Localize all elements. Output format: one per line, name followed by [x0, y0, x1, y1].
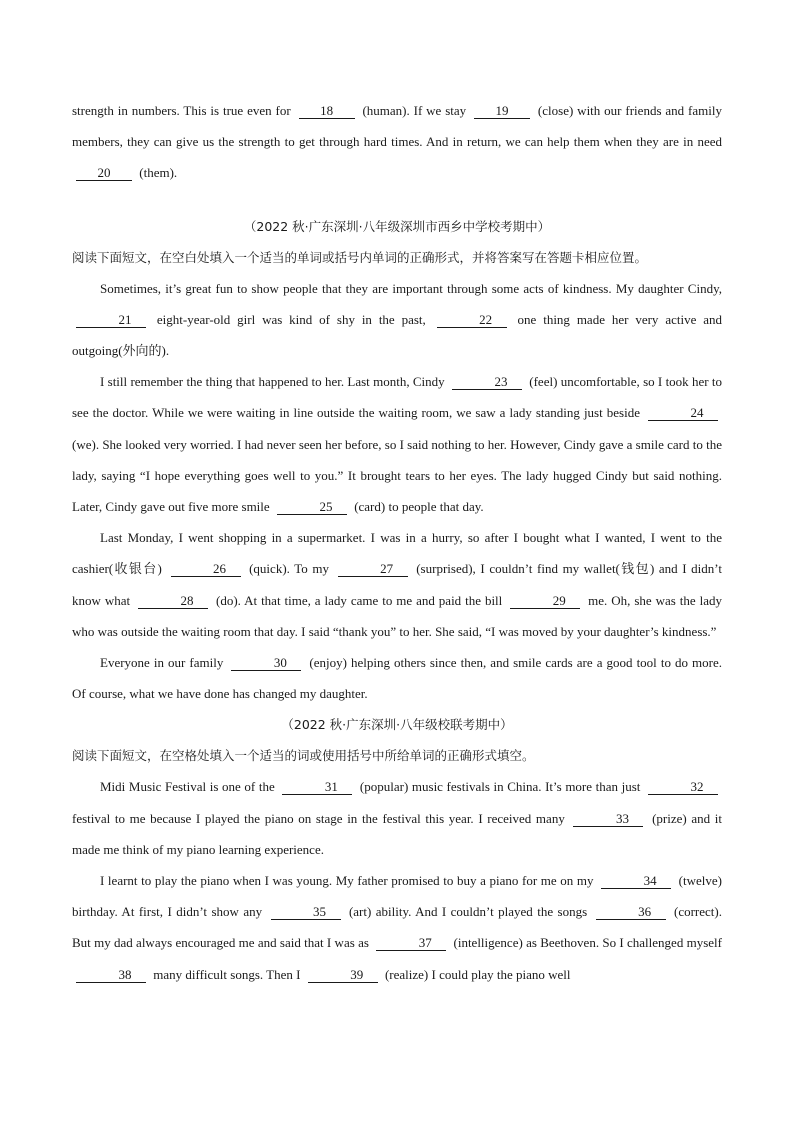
answer-blank-36[interactable]: 36 — [596, 905, 666, 920]
answer-blank-37[interactable]: 37 — [376, 936, 446, 951]
answer-blank-35[interactable]: 35 — [271, 905, 341, 920]
answer-blank-27[interactable]: 27 — [338, 562, 408, 577]
worksheet-page — [72, 95, 722, 990]
section-instruction: 阅读下面短文，在空格处填入一个适当的词或使用括号中所给单词的正确形式填空。 — [72, 748, 535, 764]
answer-blank-20[interactable]: 20 — [76, 166, 132, 181]
answer-blank-30[interactable]: 30 — [231, 656, 301, 671]
answer-blank-19[interactable]: 19 — [474, 104, 530, 119]
passage-text: (them). — [136, 165, 178, 181]
passage-text: (intelligence) as Beethoven. So I challenged myself — [450, 935, 722, 951]
passage-text: (prize) and it made me think of my piano learning experience. — [72, 810, 722, 857]
passage-text: (twelve) birthday. At first, I didn’t show any — [72, 873, 722, 920]
passage-text: (popular) music festivals in China. It’s more than just — [356, 779, 644, 795]
passage-text: (realize) I could play the piano well — [381, 966, 571, 982]
passage-text: me. Oh, she was the lady who was outside the waiting room that day. I said “thank you” to her. She said, “I was moved by your daughter’s kindness.” — [72, 592, 722, 639]
passage-text: strength in numbers. This is true even for — [72, 103, 295, 118]
passage-paragraph — [72, 95, 722, 189]
passage-text: one thing made her very active and outgoing(外向的). — [72, 311, 723, 359]
passage-text: (close) with our friends and family members, they can give us the strength to get through hard times. And in return, we can help them when they are in need — [72, 103, 722, 150]
section-source: （2022 秋·广东深圳·八年级深圳市西乡中学校考期中） — [243, 218, 551, 234]
passage-text: (art) ability. And I couldn’t played the songs — [344, 904, 592, 920]
passage-paragraph — [72, 771, 722, 865]
passage-text: I learnt to play the piano when I was young. My father promised to buy a piano for me on my — [100, 873, 598, 889]
section-gap — [72, 189, 722, 211]
answer-blank-21[interactable]: 21 — [76, 313, 146, 328]
passage-text: Everyone in our family — [100, 655, 228, 671]
passage-text: (enjoy) helping others since then, and smile cards are a good tool to do more. Of course, what we have done has changed my daughter. — [72, 655, 722, 702]
passage-text: (correct). But my dad always encouraged me and said that I was as — [72, 904, 722, 951]
answer-blank-25[interactable]: 25 — [277, 500, 347, 515]
answer-blank-22[interactable]: 22 — [437, 313, 507, 328]
passage-body — [72, 273, 722, 710]
answer-blank-31[interactable]: 31 — [282, 780, 352, 795]
passage-paragraph — [72, 647, 722, 709]
passage-paragraph — [72, 865, 722, 990]
answer-blank-34[interactable]: 34 — [601, 874, 671, 889]
answer-blank-33[interactable]: 33 — [573, 812, 643, 827]
passage-text: Sometimes, it’s great fun to show people that they are important through some acts of kindness. My daughter Cindy, — [100, 280, 722, 296]
passage-text: Midi Music Festival is one of the — [100, 779, 279, 795]
section-source: （2022 秋·广东深圳·八年级校联考期中） — [281, 717, 513, 733]
passage-text: many difficult songs. Then I — [150, 966, 304, 982]
answer-blank-29[interactable]: 29 — [510, 594, 580, 609]
passage-paragraph — [72, 273, 722, 367]
answer-blank-28[interactable]: 28 — [138, 594, 208, 609]
section-instruction: 阅读下面短文，在空白处填入一个适当的单词或括号内单词的正确形式，并将答案写在答题卡相应位置。 — [72, 249, 648, 265]
answer-blank-39[interactable]: 39 — [308, 968, 378, 983]
passage-text: I still remember the thing that happened to her. Last month, Cindy — [100, 374, 448, 390]
passage-text: festival to me because I played the piano on stage in the festival this year. I received many — [72, 810, 570, 826]
passage-text: (feel) uncomfortable, so I took her to see the doctor. While we were waiting in line outside the waiting room, we saw a lady standing just beside — [72, 374, 722, 421]
passage-paragraph — [72, 366, 722, 522]
passage-text: (human). If we stay — [358, 103, 471, 118]
passage-paragraph — [72, 522, 722, 647]
passage-text: Last Monday, I went shopping in a supermarket. I was in a hurry, so after I bought what I wanted, I went to the cashier(收银台) — [72, 530, 722, 577]
answer-blank-26[interactable]: 26 — [171, 562, 241, 577]
passage-body — [72, 771, 722, 989]
passage-text: (quick). To my — [244, 561, 334, 577]
answer-blank-24[interactable]: 24 — [648, 406, 718, 421]
passage-text: (we). She looked very worried. I had never seen her before, so I said nothing to her. However, Cindy gave a smile card to the lady, saying “I hope everything goes well to you.” It brought tears to her eyes. The lady hugged Cindy but said nothing. Later, Cindy gave out five more smile — [72, 436, 722, 515]
passage-text: (do). At that time, a lady came to me and paid the bill — [212, 592, 507, 608]
passage-text: (surprised), I couldn’t find my wallet(钱包) and I didn’t know what — [72, 561, 723, 608]
passage-text: eight-year-old girl was kind of shy in the past, — [150, 311, 433, 327]
answer-blank-32[interactable]: 32 — [648, 780, 718, 795]
passage-text: (card) to people that day. — [350, 499, 484, 515]
answer-blank-23[interactable]: 23 — [452, 375, 522, 390]
answer-blank-38[interactable]: 38 — [76, 968, 146, 983]
answer-blank-18[interactable]: 18 — [299, 104, 355, 119]
